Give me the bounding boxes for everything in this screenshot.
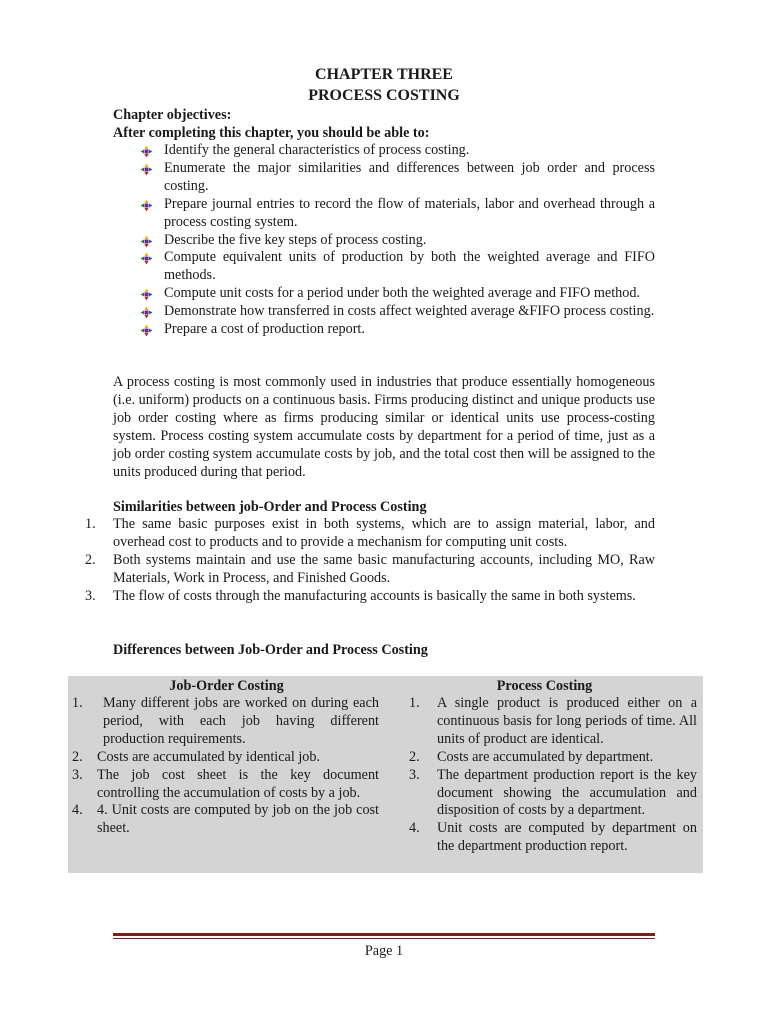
item-number: 2. <box>85 551 96 568</box>
job-order-item <box>72 749 379 767</box>
process-text: Costs are accumulated by department. <box>437 748 654 765</box>
item-number: 1. <box>85 516 96 532</box>
item-number: 1. <box>409 695 420 711</box>
item-number: 2. <box>72 748 83 765</box>
process-text: A single product is produced either on a continuous basis for long periods of time. All units of product are identical. <box>437 695 697 747</box>
job-order-text: The job cost sheet is the key document controlling the accumulation of costs by a job. <box>97 766 379 801</box>
job-order-text: Many different jobs are worked on during each period, with each job having different production requirements. <box>103 695 379 747</box>
job-order-list <box>72 695 379 838</box>
similarity-text: Both systems maintain and use the same basic manufacturing accounts, including MO, Raw Materials, Work in Process, and Finished Goods. <box>113 551 655 586</box>
item-number: 3. <box>409 766 420 783</box>
chapter-title-line2: PROCESS COSTING <box>308 87 460 104</box>
four-way-arrow-icon <box>140 145 153 158</box>
objective-text: Describe the five key steps of process costing. <box>164 231 427 248</box>
item-number: 2. <box>409 748 420 765</box>
similarity-item <box>85 552 655 588</box>
process-item <box>409 767 697 821</box>
job-order-text: 4. Unit costs are computed by job on the job cost sheet. <box>97 802 379 837</box>
similarity-text: The flow of costs through the manufacturing accounts is basically the same in both systems. <box>113 587 636 604</box>
objective-item <box>140 249 655 285</box>
process-list <box>409 695 697 856</box>
item-number: 4. <box>72 802 83 819</box>
item-number: 3. <box>72 766 83 783</box>
process-heading: Process Costing <box>496 678 593 694</box>
objectives-list <box>140 142 655 339</box>
process-text: Unit costs are computed by department on the department production report. <box>437 820 697 855</box>
objective-text: Compute unit costs for a period under both the weighted average and FIFO method. <box>164 285 640 302</box>
objective-text: Demonstrate how transferred in costs affect weighted average &FIFO process costing. <box>164 303 655 320</box>
intro-paragraph: A process costing is most commonly used in industries that produce essentially homogeneous (i.e. uniform) products on a continuous basis. Firms producing distinct and unique products use job order costing where as firms producing similar or identical units use process-costing system. Process costing system accumulate costs by department for a period of time, just as a job order costing system accumulate costs by job, and the total cost then will be assigned to the units produced during that period. <box>113 374 655 480</box>
objectives-intro: After completing this chapter, you should be able to: <box>113 125 430 141</box>
objectives-heading: Chapter objectives: <box>113 107 232 123</box>
similarity-item <box>85 588 655 606</box>
objective-item <box>140 321 655 339</box>
four-way-arrow-icon <box>140 235 153 248</box>
four-way-arrow-icon <box>140 288 153 301</box>
objective-item <box>140 142 655 160</box>
objective-item <box>140 303 655 321</box>
job-order-heading: Job-Order Costing <box>169 678 284 694</box>
objective-text: Prepare a cost of production report. <box>164 321 365 338</box>
process-item <box>409 749 697 767</box>
four-way-arrow-icon <box>140 252 153 265</box>
similarity-item <box>85 516 655 552</box>
similarities-heading: Similarities between job-Order and Process Costing <box>113 499 427 515</box>
process-text: The department production report is the key document showing the accumulation and disposition of costs by a department. <box>437 766 697 819</box>
objective-text: Prepare journal entries to record the flow of materials, labor and overhead through a process costing system. <box>164 195 655 230</box>
item-number: 3. <box>85 587 96 604</box>
objective-item <box>140 196 655 232</box>
chapter-title-line1: CHAPTER THREE <box>315 66 453 83</box>
four-way-arrow-icon <box>140 163 153 176</box>
job-order-text: Costs are accumulated by identical job. <box>97 748 320 765</box>
four-way-arrow-icon <box>140 324 153 337</box>
process-item <box>409 695 697 749</box>
objective-item <box>140 160 655 196</box>
footer-rule-thick <box>113 933 655 936</box>
objective-text: Identify the general characteristics of process costing. <box>164 142 470 158</box>
process-item <box>409 820 697 856</box>
objective-item <box>140 285 655 303</box>
objective-item <box>140 232 655 250</box>
differences-heading: Differences between Job-Order and Process Costing <box>113 642 428 658</box>
page-number: Page 1 <box>364 943 404 959</box>
job-order-item <box>72 802 379 838</box>
item-number: 4. <box>409 820 420 837</box>
job-order-item <box>72 767 379 803</box>
job-order-item <box>72 695 379 749</box>
four-way-arrow-icon <box>140 306 153 319</box>
objective-text: Compute equivalent units of production by both the weighted average and FIFO methods. <box>164 249 655 284</box>
similarities-list <box>85 516 655 606</box>
similarity-text: The same basic purposes exist in both systems, which are to assign material, labor, and overhead cost to products and to provide a mechanism for computing unit costs. <box>113 516 655 550</box>
objective-text: Enumerate the major similarities and differences between job order and process costing. <box>164 159 655 194</box>
four-way-arrow-icon <box>140 199 153 212</box>
item-number: 1. <box>72 695 83 711</box>
footer-rule-thin <box>113 938 655 939</box>
